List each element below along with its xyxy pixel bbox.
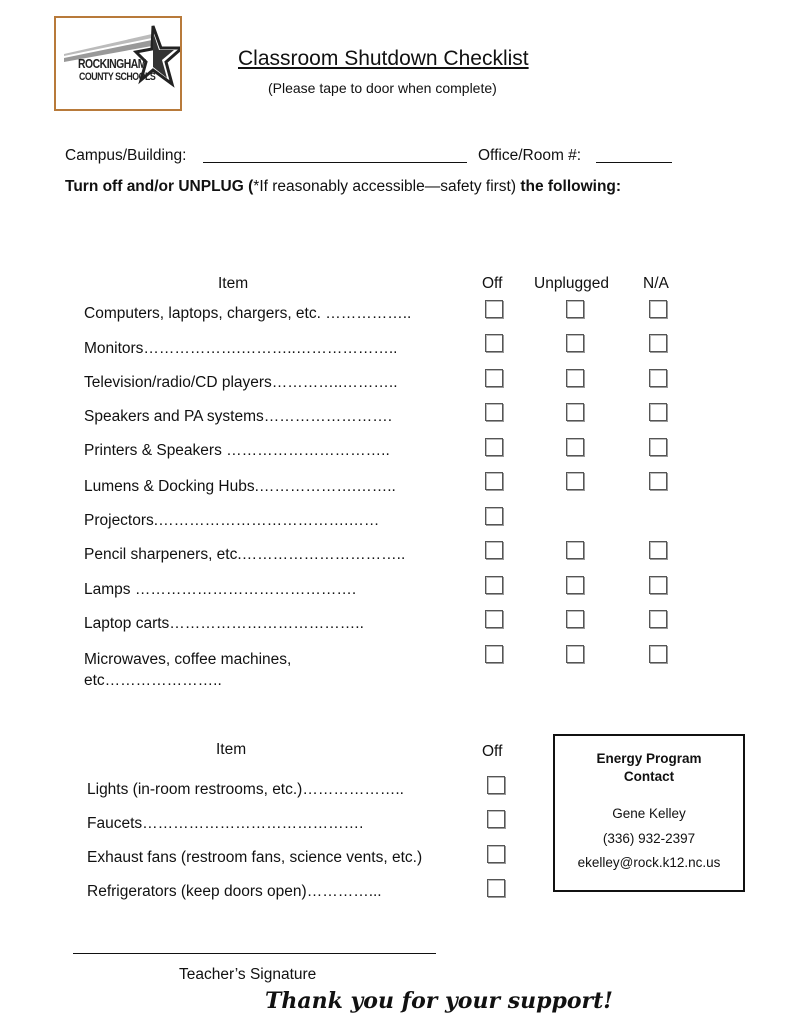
page-subtitle: (Please tape to door when complete) <box>268 80 497 96</box>
checkbox-unplugged[interactable] <box>566 334 584 352</box>
campus-input-line[interactable] <box>203 162 467 163</box>
campus-label: Campus/Building: <box>65 147 187 164</box>
checkbox-unplugged[interactable] <box>566 610 584 628</box>
contact-name: Gene Kelley <box>612 806 686 821</box>
checkbox-na[interactable] <box>649 334 667 352</box>
instructions <box>65 176 665 197</box>
contact-phone: (336) 932-2397 <box>602 831 696 846</box>
logo-text-line1: ROCKINGHAM <box>78 56 146 71</box>
table1-row-label: Monitors……………….………..……………….. <box>84 340 398 357</box>
table2-header-item: Item <box>216 741 247 758</box>
checkbox-off[interactable] <box>485 300 503 318</box>
checkbox-unplugged[interactable] <box>566 300 584 318</box>
table1-row-label: Projectors.……………………………….…… <box>84 512 380 529</box>
table1-row-label: Computers, laptops, chargers, etc. …………….. <box>84 305 412 322</box>
contact-email: ekelley@rock.k12.nc.us <box>577 855 721 870</box>
table1-row-label: Lamps ……………………………………. <box>84 581 357 598</box>
table1-header-item: Item <box>218 275 249 292</box>
checkbox-na[interactable] <box>649 438 667 456</box>
thank-you-note: Thank you for your support! <box>265 988 613 1014</box>
instructions-bold-start: Turn off and/or UNPLUG ( <box>65 178 254 195</box>
checkbox-unplugged[interactable] <box>566 576 584 594</box>
table2-row-label: Exhaust fans (restroom fans, science vents, etc.) <box>87 849 423 866</box>
office-label: Office/Room #: <box>478 147 582 164</box>
logo-text-line2: COUNTY SCHOOLS <box>79 71 156 83</box>
table1-header-na: N/A <box>643 275 669 292</box>
checkbox-unplugged[interactable] <box>566 438 584 456</box>
checkbox-na[interactable] <box>649 576 667 594</box>
table2-row-label: Refrigerators (keep doors open)…………... <box>87 883 382 900</box>
checkbox-off[interactable] <box>485 610 503 628</box>
contact-box <box>553 734 745 892</box>
contact-title-line2: Contact <box>623 769 675 784</box>
checkbox-unplugged[interactable] <box>566 472 584 490</box>
contact-title <box>555 750 743 786</box>
checkbox-off[interactable] <box>487 810 505 828</box>
office-input-line[interactable] <box>596 162 672 163</box>
checkbox-off[interactable] <box>485 334 503 352</box>
checkbox-off[interactable] <box>485 369 503 387</box>
table1-row-label: Television/radio/CD players…………..……….. <box>84 374 398 391</box>
checkbox-off[interactable] <box>485 403 503 421</box>
checkbox-off[interactable] <box>487 879 505 897</box>
instructions-note: *If reasonably accessible—safety first) <box>253 178 517 195</box>
checkbox-unplugged[interactable] <box>566 403 584 421</box>
checkbox-off[interactable] <box>487 845 505 863</box>
checkbox-off[interactable] <box>485 438 503 456</box>
checkbox-off[interactable] <box>485 541 503 559</box>
table2-row-label: Faucets……………………………………. <box>87 815 364 832</box>
checkbox-off[interactable] <box>485 507 503 525</box>
table2-header-off: Off <box>482 743 503 760</box>
table1-row-label: Pencil sharpeners, etc.………………………….. <box>84 546 406 563</box>
table1-header-unplugged: Unplugged <box>534 275 609 292</box>
school-logo <box>54 16 182 111</box>
checkbox-unplugged[interactable] <box>566 369 584 387</box>
table2-row-label: Lights (in-room restrooms, etc.)……………….. <box>87 781 404 798</box>
checkbox-unplugged[interactable] <box>566 541 584 559</box>
table1-row-label: Microwaves, coffee machines, etc………………….. <box>84 651 292 689</box>
table1-header-off: Off <box>482 275 503 292</box>
table1-row-label: Laptop carts……………………………….. <box>84 615 364 632</box>
checkbox-off[interactable] <box>485 576 503 594</box>
checkbox-off[interactable] <box>485 472 503 490</box>
checkbox-off[interactable] <box>485 645 503 663</box>
page-title: Classroom Shutdown Checklist <box>238 47 529 70</box>
table1-row-label: Lumens & Docking Hubs.……………….…….. <box>84 478 396 495</box>
checkbox-na[interactable] <box>649 610 667 628</box>
instructions-bold-end: the following: <box>516 178 622 195</box>
checkbox-na[interactable] <box>649 645 667 663</box>
table1-row-label: Speakers and PA systems……………………. <box>84 408 393 425</box>
checkbox-na[interactable] <box>649 403 667 421</box>
checkbox-na[interactable] <box>649 300 667 318</box>
table1-row-label: Printers & Speakers ………………………….. <box>84 442 390 459</box>
checkbox-off[interactable] <box>487 776 505 794</box>
checkbox-na[interactable] <box>649 369 667 387</box>
checkbox-na[interactable] <box>649 541 667 559</box>
checkbox-unplugged[interactable] <box>566 645 584 663</box>
signature-label: Teacher’s Signature <box>179 966 317 983</box>
signature-line[interactable] <box>73 953 436 954</box>
checkbox-na[interactable] <box>649 472 667 490</box>
contact-title-line1: Energy Program <box>596 751 702 766</box>
